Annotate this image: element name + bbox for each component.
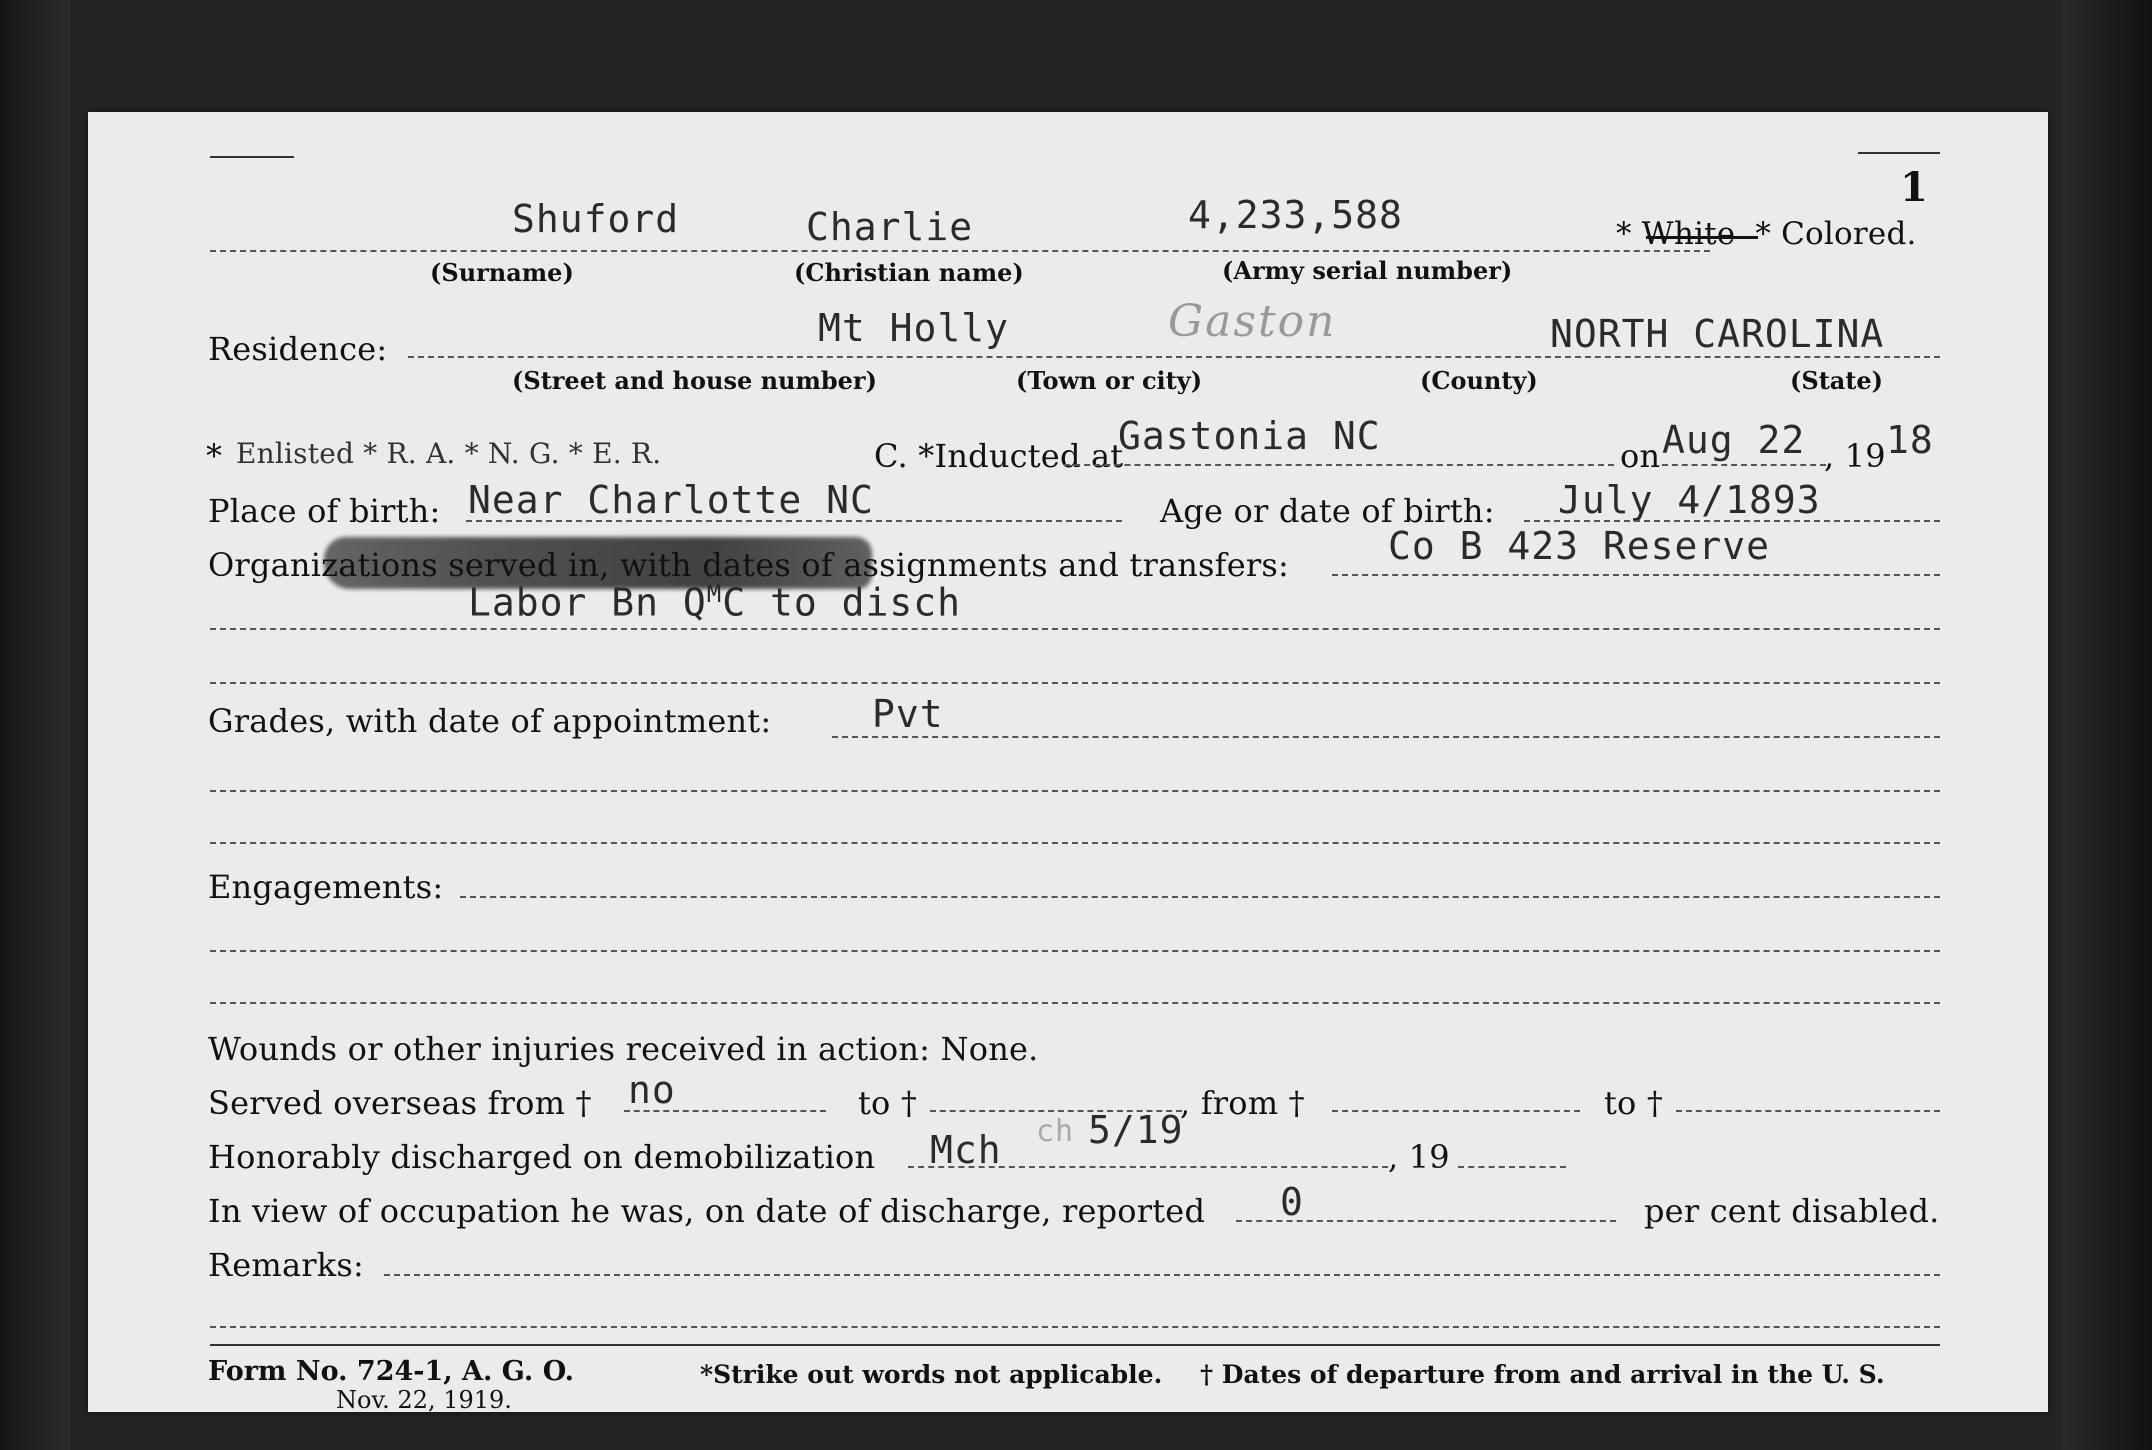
form-number: Form No. 724-1, A. G. O.	[208, 1356, 575, 1387]
footer-rule	[210, 1344, 1940, 1346]
discharge-year-label: , 19	[1388, 1138, 1450, 1176]
organizations-line1	[1332, 574, 1940, 576]
grades-line1	[832, 736, 1940, 738]
town-caption: (Town or city)	[1016, 366, 1203, 395]
residence-state-value: NORTH CAROLINA	[1550, 312, 1885, 356]
birthdate-value: July 4/1893	[1558, 478, 1821, 522]
grades-value: Pvt	[872, 692, 944, 736]
overseas-to2-label: to †	[1604, 1084, 1664, 1122]
card-number: 1	[1900, 164, 1929, 211]
organizations-line3	[210, 682, 1940, 684]
christian-name-value: Charlie	[806, 205, 974, 249]
engagements-label: Engagements:	[208, 868, 444, 906]
residence-label: Residence:	[208, 330, 388, 368]
remarks-line1	[384, 1274, 1940, 1276]
overseas-from2-label: , from †	[1180, 1084, 1305, 1122]
inducted-place-value: Gastonia NC	[1118, 414, 1381, 458]
discharge-line	[908, 1166, 1388, 1168]
organizations-line2-superscript: M	[706, 580, 723, 608]
name-line	[210, 250, 1710, 252]
discharge-faint-text: ch	[1036, 1114, 1075, 1149]
overseas-to2-line	[1676, 1110, 1940, 1112]
struck-enlistment-options: Enlisted * R. A. * N. G. * E. R.	[236, 437, 662, 470]
birthplace-label: Place of birth:	[208, 492, 441, 530]
residence-town-value: Mt Holly	[818, 306, 1010, 350]
year-prefix: , 19	[1824, 437, 1886, 475]
top-left-rule	[210, 156, 294, 158]
engagements-line3	[210, 1002, 1940, 1004]
discharge-value-month: Mch	[930, 1128, 1002, 1172]
disability-line	[1236, 1220, 1616, 1222]
grades-label: Grades, with date of appointment:	[208, 702, 772, 740]
serial-number-caption: (Army serial number)	[1222, 256, 1513, 285]
race-white-text: * White	[1616, 216, 1736, 252]
grades-line3	[210, 842, 1940, 844]
remarks-label: Remarks:	[208, 1246, 364, 1284]
wounds-label: Wounds or other injuries received in action: None.	[208, 1030, 1039, 1068]
grades-line2	[210, 790, 1940, 792]
state-caption: (State)	[1790, 366, 1884, 395]
inducted-date-value: Aug 22	[1662, 418, 1806, 462]
county-caption: (County)	[1420, 366, 1538, 395]
remarks-line2	[210, 1326, 1940, 1328]
discharge-value-date: 5/19	[1088, 1108, 1184, 1152]
overseas-from2-line	[1332, 1110, 1580, 1112]
scan-border-left	[0, 0, 70, 1450]
disability-value: 0	[1280, 1180, 1304, 1224]
disability-suffix: per cent disabled.	[1644, 1192, 1940, 1230]
birthplace-line	[466, 520, 1122, 522]
race-white-label	[1616, 216, 1917, 252]
service-record-card	[88, 112, 2048, 1412]
residence-county-value: Gaston	[1168, 296, 1337, 347]
organizations-line2	[210, 628, 1940, 630]
residence-line	[408, 356, 1940, 358]
overseas-from-label: Served overseas from †	[208, 1084, 592, 1122]
form-date: Nov. 22, 1919.	[336, 1386, 512, 1414]
race-colored-text: * Colored.	[1755, 216, 1917, 252]
organizations-line2-value	[468, 580, 961, 625]
birthplace-value: Near Charlotte NC	[468, 478, 874, 522]
organizations-line2-part-b: C to disch	[722, 580, 962, 625]
discharge-label: Honorably discharged on demobilization	[208, 1138, 876, 1176]
overseas-from-line	[624, 1110, 826, 1112]
organizations-line1-value: Co B 423 Reserve	[1388, 524, 1771, 568]
organizations-label: Organizations served in, with dates of assignments and transfers:	[208, 546, 1289, 584]
inducted-label: C. *Inducted at	[874, 437, 1124, 475]
surname-caption: (Surname)	[430, 258, 574, 287]
enlisted-star: *	[206, 437, 223, 475]
on-label: on	[1620, 437, 1661, 475]
birthdate-line	[1524, 520, 1940, 522]
inducted-date-line	[1662, 464, 1826, 466]
discharge-year-line	[1458, 1166, 1566, 1168]
overseas-to-label: to †	[858, 1084, 918, 1122]
surname-value: Shuford	[512, 197, 680, 241]
scan-border-right	[2062, 0, 2152, 1450]
street-caption: (Street and house number)	[512, 366, 877, 395]
overseas-from-value: no	[628, 1068, 676, 1112]
organizations-line2-part-a: Labor Bn Q	[468, 580, 707, 625]
inducted-place-line	[1064, 464, 1614, 466]
engagements-line2	[210, 950, 1940, 952]
disability-label: In view of occupation he was, on date of discharge, reported	[208, 1192, 1206, 1230]
top-right-rule	[1858, 152, 1940, 154]
birthdate-label: Age or date of birth:	[1160, 492, 1495, 530]
engagements-line1	[460, 896, 1940, 898]
dates-note: † Dates of departure from and arrival in the U. S.	[1200, 1360, 1885, 1389]
serial-number-value: 4,233,588	[1188, 193, 1403, 237]
white-strikeout	[1646, 236, 1758, 239]
inducted-year-value: 18	[1886, 418, 1934, 462]
christian-name-caption: (Christian name)	[794, 258, 1024, 287]
strike-out-note: *Strike out words not applicable.	[700, 1360, 1163, 1389]
